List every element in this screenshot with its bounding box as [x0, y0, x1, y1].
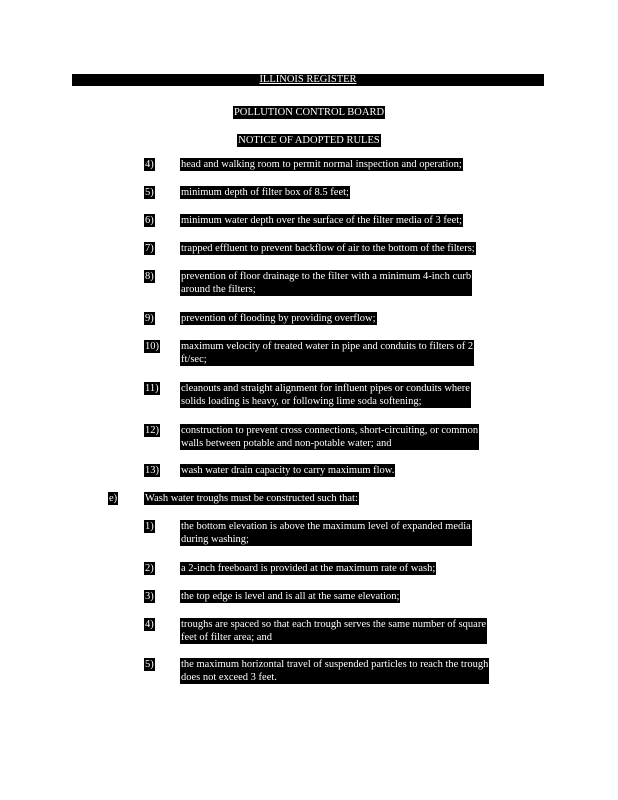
item-text-line: minimum depth of filter box of 8.5 feet; — [181, 187, 349, 198]
item-text — [180, 590, 400, 603]
item-text-line: does not exceed 3 feet. — [181, 672, 277, 683]
item-number: 4) — [145, 619, 154, 630]
notice-title: NOTICE OF ADOPTED RULES — [238, 135, 380, 146]
item-text-line: trapped effluent to prevent backflow of air to the bottom of the filters; — [181, 243, 475, 254]
item-text-line: ft/sec; — [181, 354, 207, 365]
item-text — [180, 214, 463, 227]
item-number: 3) — [145, 591, 154, 602]
item-text — [180, 464, 395, 477]
item-text — [180, 340, 474, 366]
item-number: 13) — [145, 465, 159, 476]
item-text — [180, 658, 489, 684]
notice-title-row — [0, 130, 618, 148]
item-text-line: minimum water depth over the surface of the filter media of 3 feet; — [181, 215, 463, 226]
item-number: 10) — [145, 341, 159, 352]
item-text-line: construction to prevent cross connections, short-circuiting, or common — [181, 425, 479, 436]
item-number: 6) — [145, 215, 154, 226]
item-text-line: troughs are spaced so that each trough serves the same number of square — [181, 619, 486, 630]
item-number: 7) — [145, 243, 154, 254]
item-text — [180, 562, 436, 575]
section-text: Wash water troughs must be constructed such that: — [145, 493, 358, 504]
item-text-line: prevention of flooding by providing overflow; — [181, 313, 376, 324]
item-text — [180, 270, 472, 296]
item-text — [180, 618, 487, 644]
item-text-line: the top edge is level and is all at the same elevation; — [181, 591, 400, 602]
item-text-line: head and walking room to permit normal inspection and operation; — [181, 159, 462, 170]
item-text-line: around the filters; — [181, 284, 256, 295]
item-text — [180, 186, 350, 199]
item-text-line: walls between potable and non-potable water; and — [181, 438, 392, 449]
item-text-line: during washing; — [181, 534, 249, 545]
item-text-line: wash water drain capacity to carry maximum flow. — [181, 465, 395, 476]
item-text — [180, 424, 479, 450]
item-text-line: the bottom elevation is above the maximum level of expanded media — [181, 521, 471, 532]
item-number: 2) — [145, 563, 154, 574]
item-text-line: feet of filter area; and — [181, 632, 272, 643]
item-text-line: cleanouts and straight alignment for influent pipes or conduits where — [181, 383, 470, 394]
board-title-row — [0, 102, 618, 120]
item-number: 1) — [145, 521, 154, 532]
register-title: ILLINOIS REGISTER — [259, 74, 357, 85]
item-number: 5) — [145, 187, 154, 198]
item-number: 5) — [145, 659, 154, 670]
section-letter: e) — [109, 493, 118, 504]
item-text-line: prevention of floor drainage to the filter with a minimum 4-inch curb — [181, 271, 472, 282]
item-number: 4) — [145, 159, 154, 170]
item-text-line: solids loading is heavy, or following lime soda softening; — [181, 396, 422, 407]
item-text — [180, 158, 463, 171]
item-text-line: maximum velocity of treated water in pipe and conduits to filters of 2 — [181, 341, 474, 352]
item-text — [180, 242, 476, 255]
item-number: 12) — [145, 425, 159, 436]
item-number: 11) — [145, 383, 159, 394]
item-text — [180, 382, 471, 408]
item-text — [180, 312, 377, 325]
item-text-line: the maximum horizontal travel of suspended particles to reach the trough — [181, 659, 489, 670]
item-text — [180, 520, 472, 546]
register-header-bar — [72, 74, 544, 86]
board-title: POLLUTION CONTROL BOARD — [233, 107, 385, 118]
item-text-line: a 2-inch freeboard is provided at the maximum rate of wash; — [181, 563, 436, 574]
item-number: 8) — [145, 271, 154, 282]
item-number: 9) — [145, 313, 154, 324]
